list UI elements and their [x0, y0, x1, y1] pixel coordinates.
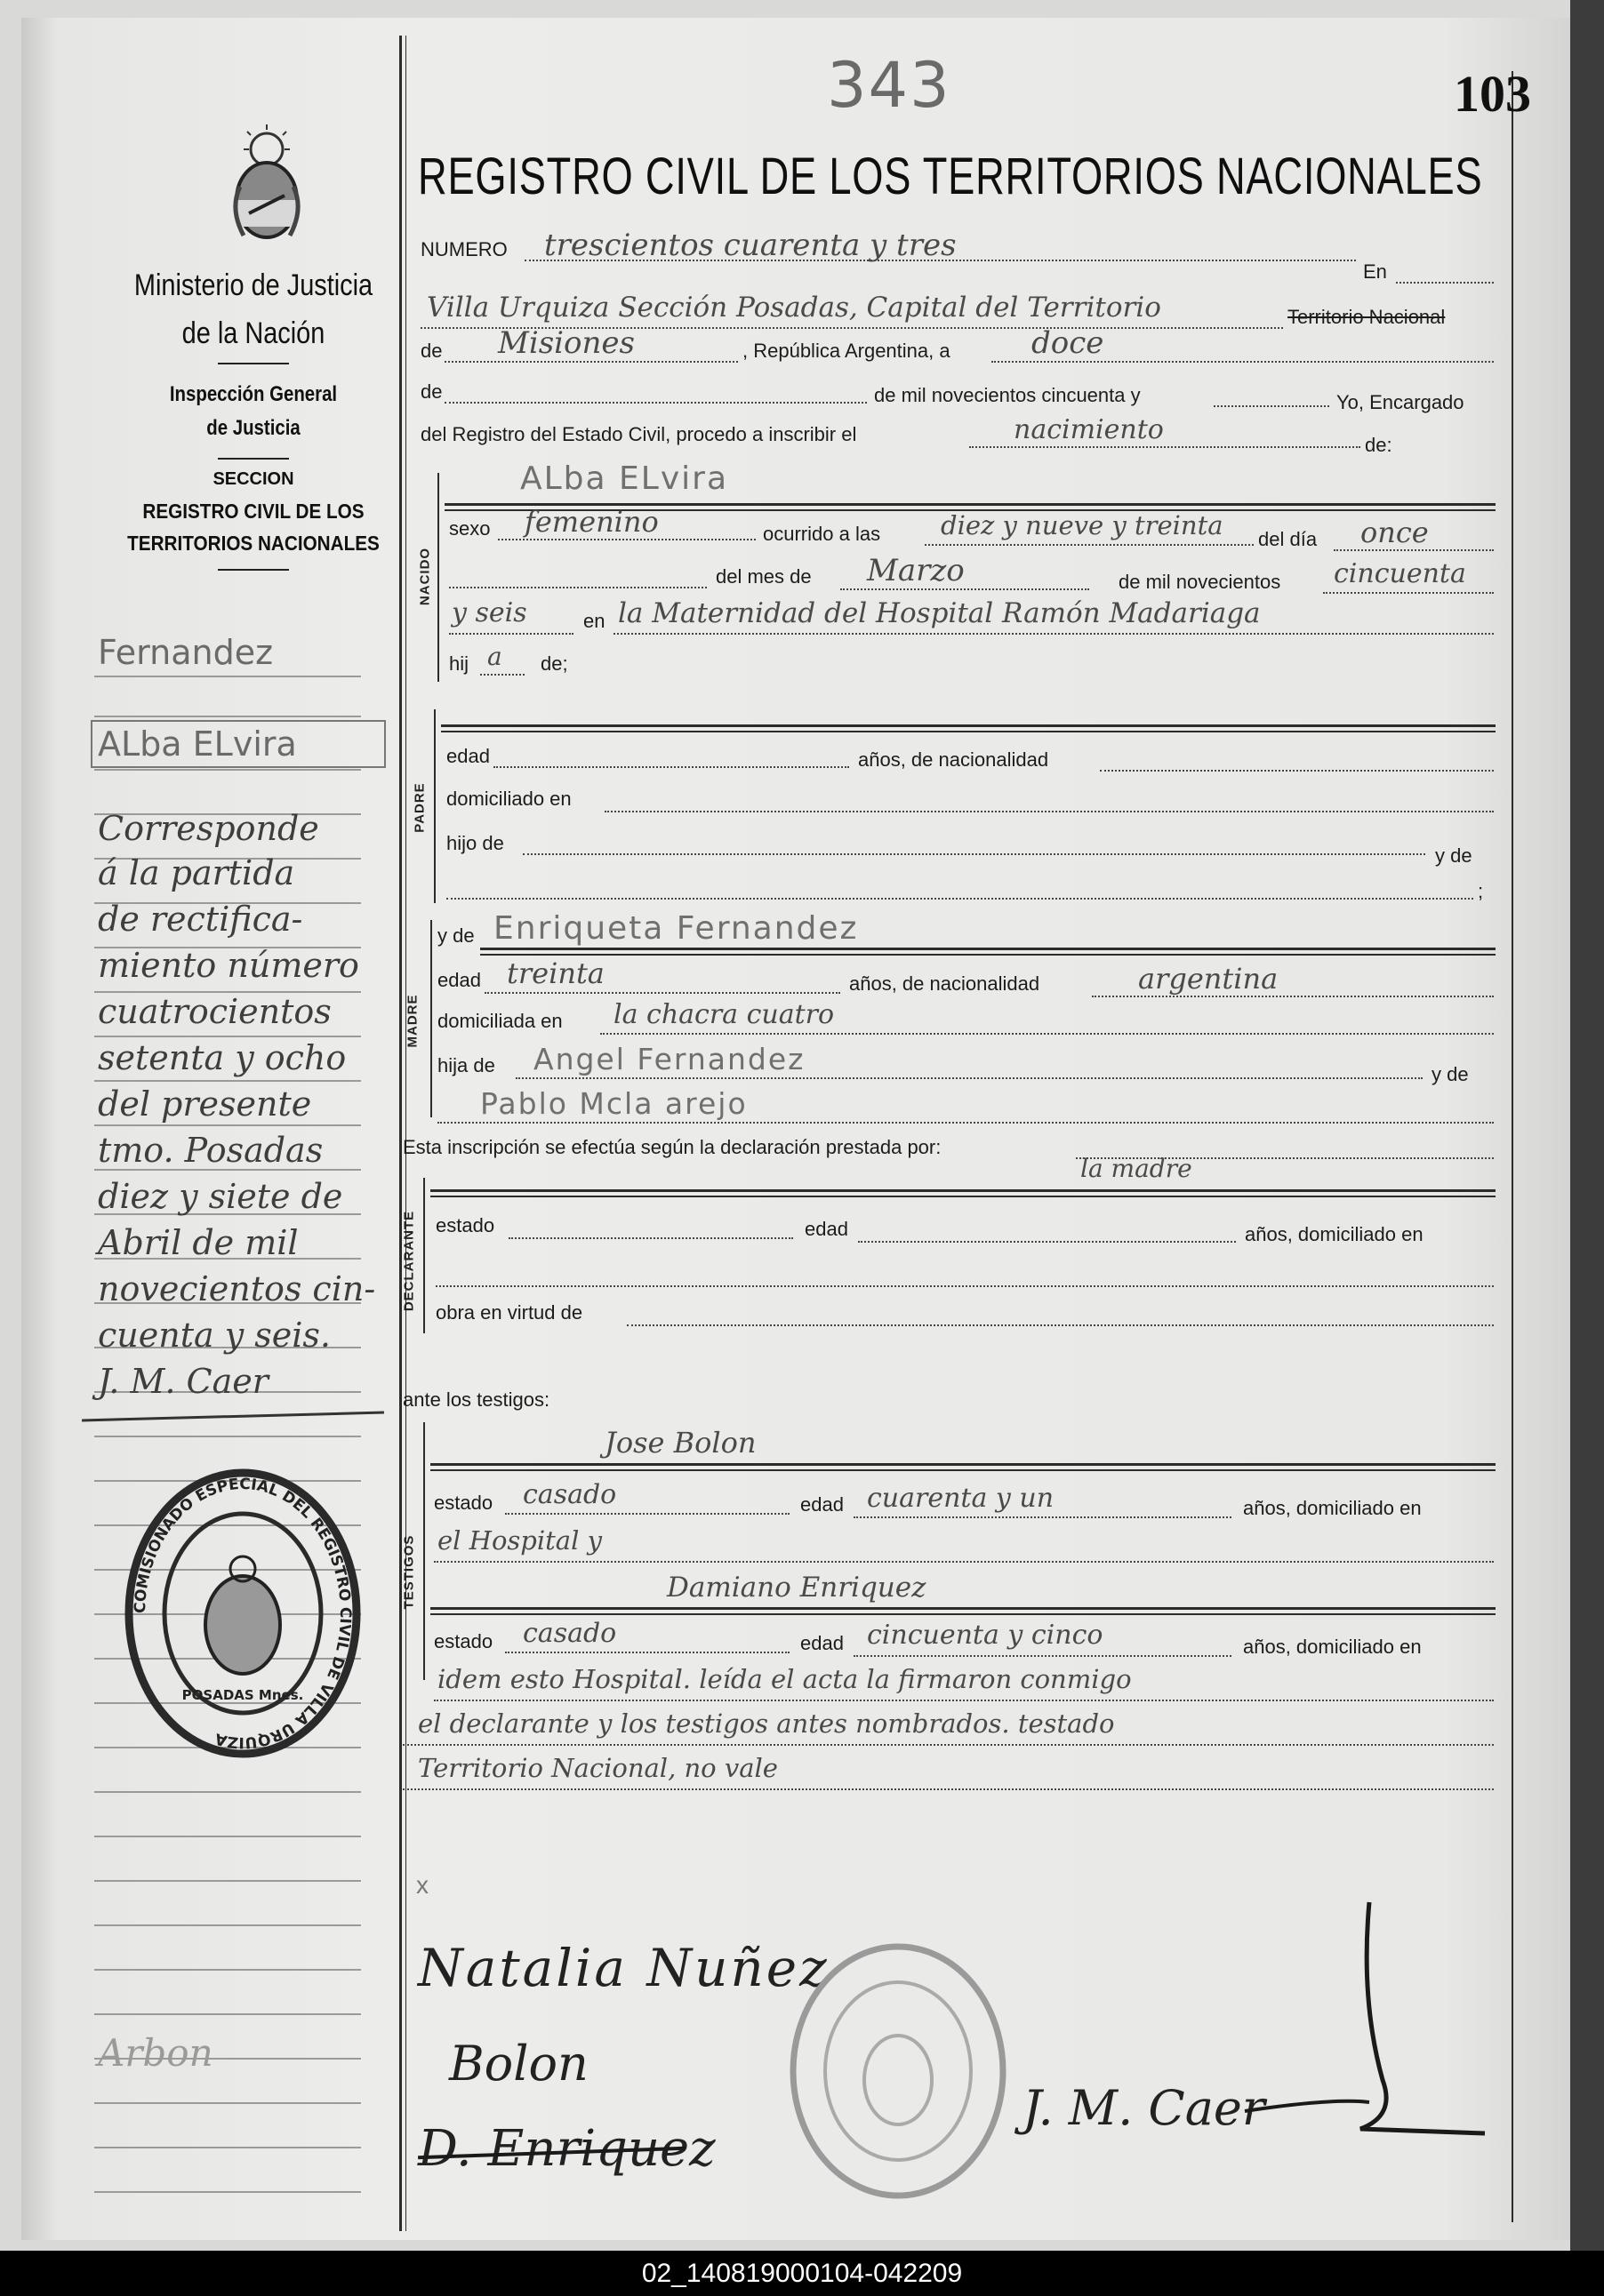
madre-hija-de-label: hija de: [437, 1054, 495, 1076]
madre-madre-line: [437, 1122, 1494, 1124]
madre-domiciliada-label: domiciliada en: [437, 1010, 563, 1032]
de-label-2: de: [421, 380, 443, 403]
madre-side-label: MADRE: [405, 994, 421, 1048]
declarante-estado-label: estado: [436, 1214, 495, 1236]
hijo-line: [480, 674, 525, 676]
hijo-de-label: de;: [541, 652, 568, 675]
margin-name-box: [91, 720, 386, 768]
anio-value-2: y seis: [452, 597, 527, 628]
mes-label: del mes de: [716, 565, 812, 588]
en-line: [1396, 282, 1494, 284]
padre-domicilio-line: [605, 811, 1494, 812]
margin-line-text: Corresponde: [98, 809, 319, 848]
child-name-value: ALba ELvira: [520, 460, 729, 497]
madre-hija-de-line: [516, 1077, 1423, 1079]
madre-edad-value: treinta: [507, 956, 605, 990]
declarante-side-label: DECLARANTE: [401, 1210, 417, 1312]
yo-label: Yo, Encargado: [1336, 391, 1464, 413]
dia-line: [1334, 549, 1494, 551]
testigo-2-rule: [430, 1607, 1496, 1610]
hora-value: diez y nueve y treinta: [941, 510, 1223, 540]
registro-value: nacimiento: [1014, 414, 1164, 445]
padre-nacionalidad-line: [1100, 770, 1494, 772]
testigo-2-rule-2: [430, 1613, 1496, 1615]
lugar-line: [614, 633, 1494, 635]
madre-nacionalidad-line: [1092, 996, 1494, 997]
page-title: REGISTRO CIVIL DE LOS TERRITORIOS NACIONALES: [418, 148, 1483, 205]
madre-bracket: [430, 920, 432, 1117]
mes-pre-line: [449, 587, 707, 588]
year-line: [1214, 405, 1329, 407]
declarante-edad-line: [858, 1241, 1236, 1243]
hijo-label: hij: [449, 652, 469, 675]
registro-line: [969, 446, 1360, 448]
section-line-2: TERRITORIOS NACIONALES: [127, 532, 380, 555]
column-divider-inner: [405, 36, 406, 2231]
closing-text-2: Territorio Nacional, no vale: [418, 1753, 778, 1783]
madre-name-rule: [480, 948, 1496, 950]
anio-line: [1323, 592, 1494, 594]
declaracion-value: la madre: [1080, 1154, 1192, 1183]
testigo-2-estado-label: estado: [434, 1630, 493, 1652]
margin-given-names: ALba ELvira: [98, 724, 297, 764]
margin-line-text: novecientos cin-: [98, 1269, 376, 1308]
faint-stamp: [782, 1938, 1014, 2204]
column-divider: [399, 36, 402, 2231]
hijo-value: a: [487, 642, 502, 671]
anio2-line: [449, 633, 573, 635]
page-number: 103: [1454, 65, 1531, 123]
numero-label: NUMERO: [421, 238, 508, 260]
place-value: Villa Urquiza Sección Posadas, Capital del Territorio: [427, 292, 1161, 324]
dia-value: once: [1360, 516, 1429, 549]
declarante-anios-label: años, domiciliado en: [1245, 1223, 1424, 1245]
margin-line-text: J. M. Caer: [98, 1362, 269, 1401]
closing-line-2: [403, 1788, 1494, 1790]
file-id-caption: 02_140819000104-042209: [0, 2251, 1604, 2296]
inspection-line-2: de Justicia: [206, 416, 301, 440]
margin-bottom-note: Arbon: [98, 2031, 213, 2075]
testigo-1-estado-line: [505, 1513, 790, 1515]
margin-line-text: setenta y ocho: [98, 1038, 347, 1077]
de-colon-label: de:: [1365, 434, 1392, 456]
padre-y-de-line: [446, 898, 1473, 900]
testigo-2-edad-label: edad: [800, 1632, 844, 1654]
signature-1: Natalia Nuñez: [418, 1938, 830, 1998]
declarante-obra-label: obra en virtud de: [436, 1301, 583, 1324]
padre-name-rule-2: [441, 731, 1496, 732]
testigo-1-domicilio-line: [434, 1561, 1494, 1563]
sexo-line: [498, 539, 756, 540]
madre-domicilio-value: la chacra cuatro: [614, 999, 835, 1030]
padre-edad-label: edad: [446, 745, 490, 767]
padre-bracket: [434, 709, 436, 903]
declarante-edad-label: edad: [805, 1218, 848, 1240]
margin-surname: Fernandez: [98, 633, 274, 672]
testigo-2-name: Damiano Enriquez: [667, 1572, 926, 1604]
margin-line-text: cuenta y seis.: [98, 1316, 331, 1355]
territorio-label: Territorio Nacional: [1287, 306, 1446, 328]
signature-flourish: [1227, 1893, 1494, 2160]
lugar-en-label: en: [583, 610, 606, 632]
right-frame: [1512, 71, 1513, 2222]
de-label: de: [421, 340, 443, 362]
margin-line-text: á la partida: [98, 853, 295, 892]
closing-text-1: el declarante y los testigos antes nombrados. testado: [418, 1708, 1115, 1739]
registro-label: del Registro del Estado Civil, procedo a inscribir el: [421, 423, 857, 445]
territory-line: [445, 361, 738, 363]
testigo-2-anios-label: años, domiciliado en: [1243, 1636, 1422, 1658]
header-separator: [218, 363, 289, 364]
anio-value: cincuenta: [1334, 558, 1466, 589]
declarante-obra-line: [627, 1324, 1494, 1326]
testigo-1-estado-label: estado: [434, 1492, 493, 1514]
section-label: SECCION: [213, 469, 294, 489]
declarante-bracket: [423, 1178, 425, 1333]
madre-domicilio-line: [600, 1033, 1494, 1035]
closing-line-1: [403, 1744, 1494, 1746]
sexo-label: sexo: [449, 517, 491, 540]
del-dia-label: del día: [1258, 528, 1318, 550]
madre-edad-label: edad: [437, 969, 481, 991]
margin-line-text: del presente: [98, 1084, 312, 1124]
section-line-1: REGISTRO CIVIL DE LOS: [142, 500, 365, 523]
madre-edad-line: [485, 992, 840, 994]
padre-y-de-label: y de: [1435, 844, 1472, 867]
registry-seal-stamp: [123, 1467, 363, 1760]
testigo-2-domicilio-line: [434, 1700, 1494, 1701]
testigo-1-anios-label: años, domiciliado en: [1243, 1497, 1422, 1519]
nacido-side-label: NACIDO: [417, 547, 433, 606]
nacido-bracket: [437, 473, 439, 682]
madre-y-de-label-2: y de: [1432, 1063, 1469, 1085]
padre-semicolon: ;: [1478, 880, 1484, 902]
signature-2: Bolon: [449, 2036, 589, 2092]
declarante-estado-line: [509, 1237, 793, 1239]
ocurrido-label: ocurrido a las: [763, 523, 881, 545]
margin-line-text: miento número: [98, 946, 359, 985]
margin-line-text: diez y siete de: [98, 1177, 343, 1216]
day-value: doce: [1031, 325, 1104, 361]
padre-hijo-de-label: hijo de: [446, 832, 504, 854]
book-binding-edge: [1570, 0, 1604, 2296]
testigo-2-estado-value: casado: [523, 1618, 617, 1649]
padre-edad-line: [493, 766, 849, 768]
x-mark: x: [416, 1871, 429, 1899]
seal-ring-text: COMISIONADO ESPECIAL DEL REGISTRO CIVIL DE VILLA URQUIZA: [131, 1475, 355, 1752]
hora-line: [925, 544, 1254, 546]
testigo-1-name: Jose Bolon: [605, 1426, 757, 1460]
margin-line-text: tmo. Posadas: [98, 1131, 324, 1170]
inspection-line-1: Inspección General: [169, 382, 338, 406]
padre-anios-label: años, de nacionalidad: [858, 748, 1049, 771]
padre-domiciliado-label: domiciliado en: [446, 788, 572, 810]
testigo-1-edad-line: [854, 1516, 1231, 1518]
padre-name-rule: [441, 724, 1496, 727]
padre-hijo-de-line: [523, 853, 1425, 855]
testigo-1-estado-value: casado: [523, 1479, 617, 1510]
lugar-value: la Maternidad del Hospital Ramón Madariaga: [618, 597, 1261, 629]
testigo-1-rule-2: [430, 1469, 1496, 1471]
testigo-1-edad-label: edad: [800, 1493, 844, 1516]
testigo-2-edad-line: [854, 1655, 1231, 1657]
declarante-domicilio-line: [436, 1285, 1494, 1287]
testigo-1-rule: [430, 1463, 1496, 1466]
seal-inner-text: POSADAS Mnes.: [181, 1687, 304, 1703]
signature-4: J. M. Caer: [1023, 2080, 1265, 2136]
ministry-line-1: Ministerio de Justicia: [133, 268, 373, 302]
madre-name-value: Enriqueta Fernandez: [493, 910, 859, 947]
testigo-2-estado-line: [505, 1652, 790, 1653]
testigo-2-domicilio-value: idem esto Hospital. leída el acta la firmaron conmigo: [437, 1664, 1132, 1694]
testigos-label: ante los testigos:: [403, 1388, 550, 1411]
declarante-name-rule-2: [430, 1196, 1496, 1197]
margin-line-text: cuatrocientos: [98, 992, 332, 1031]
day-line: [991, 361, 1494, 363]
sexo-value: femenino: [525, 505, 659, 539]
madre-nacionalidad-value: argentina: [1138, 962, 1279, 996]
territory-value: Misiones: [498, 325, 635, 361]
mes-line: [840, 588, 1089, 590]
testigo-1-edad-value: cuarenta y un: [867, 1483, 1055, 1514]
month-line: [445, 402, 867, 404]
madre-anios-label: años, de nacionalidad: [849, 972, 1040, 995]
testigo-2-edad-value: cincuenta y cinco: [867, 1620, 1103, 1651]
signature-3: D. Enriquez: [418, 2120, 716, 2178]
header-separator-3: [218, 569, 289, 571]
declaracion-label: Esta inscripción se efectúa según la declaración prestada por:: [403, 1136, 942, 1158]
mes-value: Marzo: [867, 553, 965, 588]
testigos-bracket: [423, 1422, 425, 1680]
madre-y-de-label: y de: [437, 924, 475, 947]
madre-madre-value: Pablo Mcla arejo: [480, 1086, 748, 1121]
year-label: de mil novecientos cincuenta y: [874, 384, 1141, 406]
margin-line-text: Abril de mil: [98, 1223, 299, 1262]
numero-value: trescientos cuarenta y tres: [544, 228, 957, 263]
coat-of-arms-icon: [222, 124, 311, 249]
padre-side-label: PADRE: [412, 782, 428, 833]
folio-number: 343: [827, 49, 951, 122]
declarante-name-rule: [430, 1189, 1496, 1192]
testigos-side-label: TESTIGOS: [401, 1534, 417, 1610]
testigo-1-domicilio-value: el Hospital y: [437, 1525, 602, 1556]
margin-line-text: de rectifica-: [98, 900, 303, 939]
header-separator-2: [218, 458, 289, 460]
en-label: En: [1363, 260, 1387, 283]
republica-label: , República Argentina, a: [742, 340, 950, 362]
madre-name-rule-2: [480, 954, 1496, 956]
madre-padre-value: Angel Fernandez: [533, 1042, 806, 1076]
anio-label: de mil novecientos: [1119, 571, 1281, 593]
ministry-line-2: de la Nación: [181, 316, 325, 350]
